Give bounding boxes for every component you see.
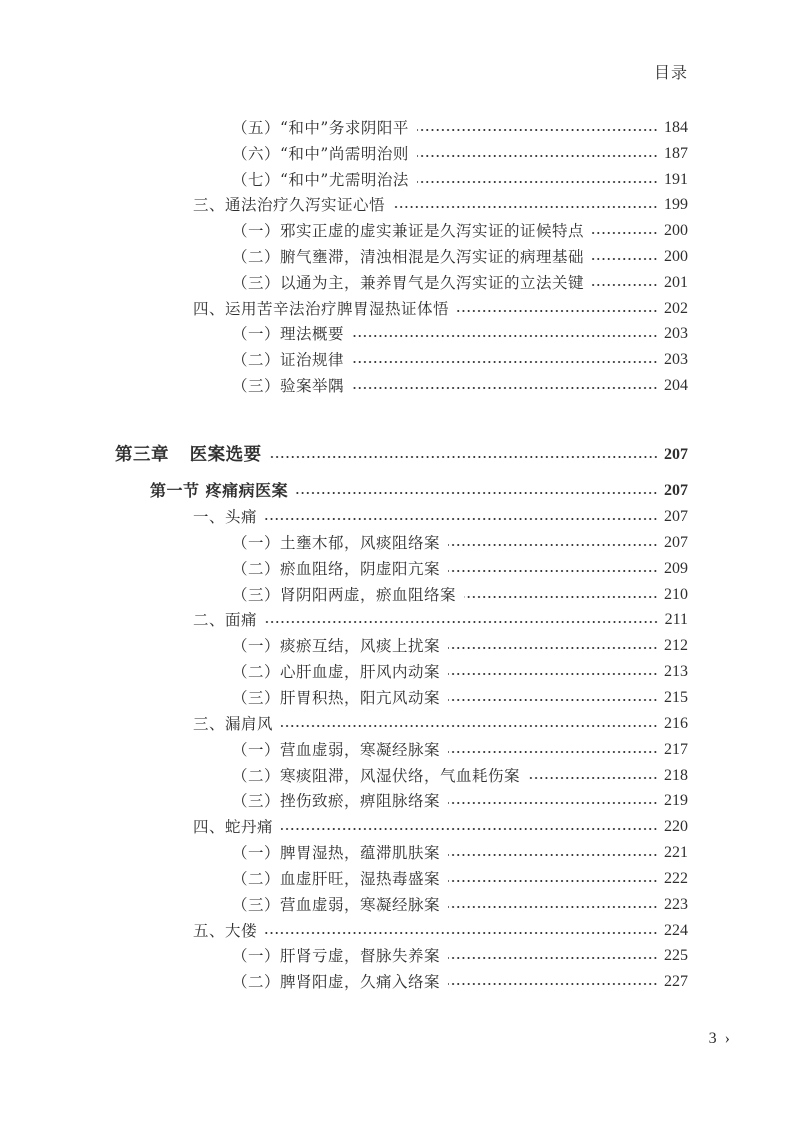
dot-leader [448, 568, 658, 574]
toc-entry-title: （三）营血虚弱，寒凝经脉案 [232, 895, 441, 914]
toc-entry-title: （一）肝肾亏虚，督脉失养案 [232, 947, 441, 966]
dot-leader [457, 308, 658, 314]
toc-entry-page: 211 [664, 611, 688, 629]
toc-entry-page: 201 [664, 273, 688, 291]
toc-entry-page: 221 [664, 844, 688, 862]
toc-entry-title: （二）瘀血阻络，阴虚阳亢案 [232, 559, 441, 578]
toc-entry-title: （二）血虚肝旺，湿热毒盛案 [232, 869, 441, 888]
dot-leader [448, 697, 658, 703]
dot-leader [448, 749, 658, 755]
toc-entry-title: （二）心肝血虚，肝风内动案 [232, 663, 441, 682]
toc-entry[interactable] [193, 920, 688, 942]
toc-entry-title: （七）“和中”尤需明治法 [232, 170, 409, 189]
toc-entry-page: 203 [664, 325, 688, 343]
toc-entry-page: 227 [664, 973, 688, 991]
toc-entry[interactable] [232, 220, 688, 242]
toc-entry-page: 204 [664, 377, 688, 394]
dot-leader [417, 153, 658, 159]
toc-entry-page: 202 [664, 299, 688, 317]
toc-entry-page: 215 [664, 688, 688, 706]
toc-entry-title: （五）“和中”务求阴阳平 [232, 119, 409, 137]
toc-entry[interactable] [232, 532, 688, 554]
toc-entry-title: （三）肾阴阳两虚，瘀血阻络案 [232, 585, 457, 604]
toc-entry[interactable] [232, 790, 688, 812]
toc-entry-page: 207 [664, 533, 688, 551]
toc-entry-page: 187 [664, 144, 688, 162]
toc-entry-page: 218 [664, 766, 688, 784]
dot-leader [417, 179, 658, 185]
dot-leader [448, 542, 658, 548]
toc-entry-page: 220 [664, 818, 688, 836]
running-header: 目录 [653, 63, 688, 82]
dot-leader [352, 385, 658, 391]
toc-entry[interactable] [193, 194, 688, 216]
dot-leader [448, 645, 658, 651]
dot-leader [281, 723, 658, 729]
dot-leader [417, 127, 658, 133]
toc-entry-title: （二）寒痰阻滞，风湿伏络，气血耗伤案 [232, 766, 521, 785]
toc-entry[interactable] [193, 506, 688, 528]
dot-leader [448, 878, 658, 884]
dot-leader [448, 800, 658, 806]
toc-entry-page: 207 [664, 482, 688, 499]
toc-entry-page: 222 [664, 869, 688, 887]
toc-entry[interactable] [232, 375, 688, 397]
toc-entry[interactable] [232, 842, 688, 864]
toc-entry-title: 第三章 医案选要 [115, 445, 262, 465]
toc-entry[interactable] [232, 635, 688, 657]
dot-leader [528, 775, 658, 781]
toc-entry[interactable] [232, 584, 688, 606]
toc-entry[interactable] [232, 323, 688, 345]
toc-entry[interactable] [232, 117, 688, 139]
toc-entry[interactable] [232, 349, 688, 371]
toc-entry-title: （二）脾肾阳虚，久痛入络案 [232, 973, 441, 992]
dot-leader [265, 930, 658, 936]
toc-entry-title: （三）挫伤致瘀，痹阻脉络案 [232, 792, 441, 811]
toc-entry-title: （一）土壅木郁，风痰阻络案 [232, 533, 441, 552]
dot-leader [352, 333, 658, 339]
dot-leader [592, 282, 658, 288]
toc-entry-title: （一）营血虚弱，寒凝经脉案 [232, 740, 441, 759]
toc-entry-title: 四、蛇丹痛 [193, 818, 274, 837]
dot-leader [592, 256, 658, 262]
dot-leader [464, 594, 658, 600]
toc-entry-page: 223 [664, 895, 688, 913]
toc-entry-page: 203 [664, 351, 688, 369]
dot-leader [448, 955, 658, 961]
toc-entry-page: 225 [664, 947, 688, 965]
dot-leader [448, 904, 658, 910]
toc-entry[interactable] [193, 816, 688, 838]
page-footer [709, 1030, 730, 1048]
dot-leader [352, 359, 658, 365]
toc-entry-title: （一）理法概要 [232, 325, 345, 344]
chevron-right-icon: › [724, 1030, 730, 1047]
toc-entry[interactable] [232, 169, 688, 191]
toc-entry-title: （二）证治规律 [232, 351, 345, 370]
dot-leader [393, 204, 658, 210]
toc-entry-title: 第一节 疼痛病医案 [150, 481, 289, 500]
toc-entry-title: （二）腑气壅滞，清浊相混是久泻实证的病理基础 [232, 248, 585, 266]
toc-entry-page: 213 [664, 663, 688, 681]
dot-leader [265, 516, 658, 522]
toc-entry-page: 191 [664, 170, 688, 188]
toc-entry[interactable] [232, 971, 688, 993]
toc-entry[interactable] [232, 143, 688, 165]
toc-entry-title: （三）肝胃积热，阳亢风动案 [232, 688, 441, 707]
page-number: 3 [708, 1030, 717, 1047]
toc-entry[interactable] [232, 246, 688, 268]
toc-entry-title: 一、头痛 [193, 508, 258, 526]
dot-leader [448, 671, 658, 677]
toc-entry[interactable] [232, 661, 688, 683]
toc-entry[interactable] [232, 739, 688, 761]
toc-entry[interactable] [232, 765, 688, 787]
toc-entry-title: （六）“和中”尚需明治则 [232, 144, 409, 163]
toc-entry-page: 209 [664, 559, 688, 577]
toc-entry[interactable] [232, 558, 688, 580]
toc-chapter-entry[interactable] [115, 444, 688, 466]
toc-entry-title: 三、漏肩风 [193, 714, 274, 733]
toc-entry-page: 224 [664, 921, 688, 939]
toc-entry-page: 199 [664, 196, 688, 214]
toc-entry-page: 200 [664, 222, 688, 240]
toc-entry-page: 216 [664, 714, 688, 732]
toc-entry[interactable] [232, 945, 688, 967]
toc-section-entry[interactable] [150, 480, 688, 502]
toc-entry-title: 四、运用苦辛法治疗脾胃湿热证体悟 [193, 299, 450, 318]
dot-leader [281, 826, 658, 832]
toc-entry-page: 217 [664, 740, 688, 758]
toc-entry-page: 184 [664, 119, 688, 136]
toc-entry-page: 200 [664, 248, 688, 265]
toc-entry-title: （三）以通为主，兼养胃气是久泻实证的立法关键 [232, 273, 585, 292]
toc-entry[interactable] [232, 687, 688, 709]
toc-entry-page: 212 [664, 637, 688, 655]
toc-entry-title: 三、通法治疗久泻实证心悟 [193, 196, 386, 215]
toc-entry-title: （一）邪实正虚的虚实兼证是久泻实证的证候特点 [232, 222, 585, 241]
toc-entry-title: （一）脾胃湿热，蕴滞肌肤案 [232, 844, 441, 863]
dot-leader [448, 852, 658, 858]
toc-entry[interactable] [193, 609, 688, 631]
dot-leader [265, 619, 659, 625]
toc-entry[interactable] [232, 272, 688, 294]
dot-leader [448, 981, 658, 987]
dot-leader [592, 230, 658, 236]
toc-entry-page: 207 [664, 508, 688, 525]
dot-leader [270, 454, 658, 460]
toc-entry[interactable] [232, 868, 688, 890]
toc-entry-title: （一）痰瘀互结，风痰上扰案 [232, 637, 441, 656]
toc-entry-page: 207 [664, 446, 688, 463]
toc-entry[interactable] [232, 894, 688, 916]
dot-leader [296, 490, 658, 496]
toc-entry[interactable] [193, 298, 688, 320]
toc-entry-page: 210 [664, 585, 688, 603]
toc-entry-page: 219 [664, 792, 688, 810]
toc-entry-title: 二、面痛 [193, 611, 258, 630]
toc-entry-title: （三）验案举隅 [232, 377, 345, 395]
toc-entry-title: 五、大偻 [193, 921, 258, 940]
toc-entry[interactable] [193, 713, 688, 735]
